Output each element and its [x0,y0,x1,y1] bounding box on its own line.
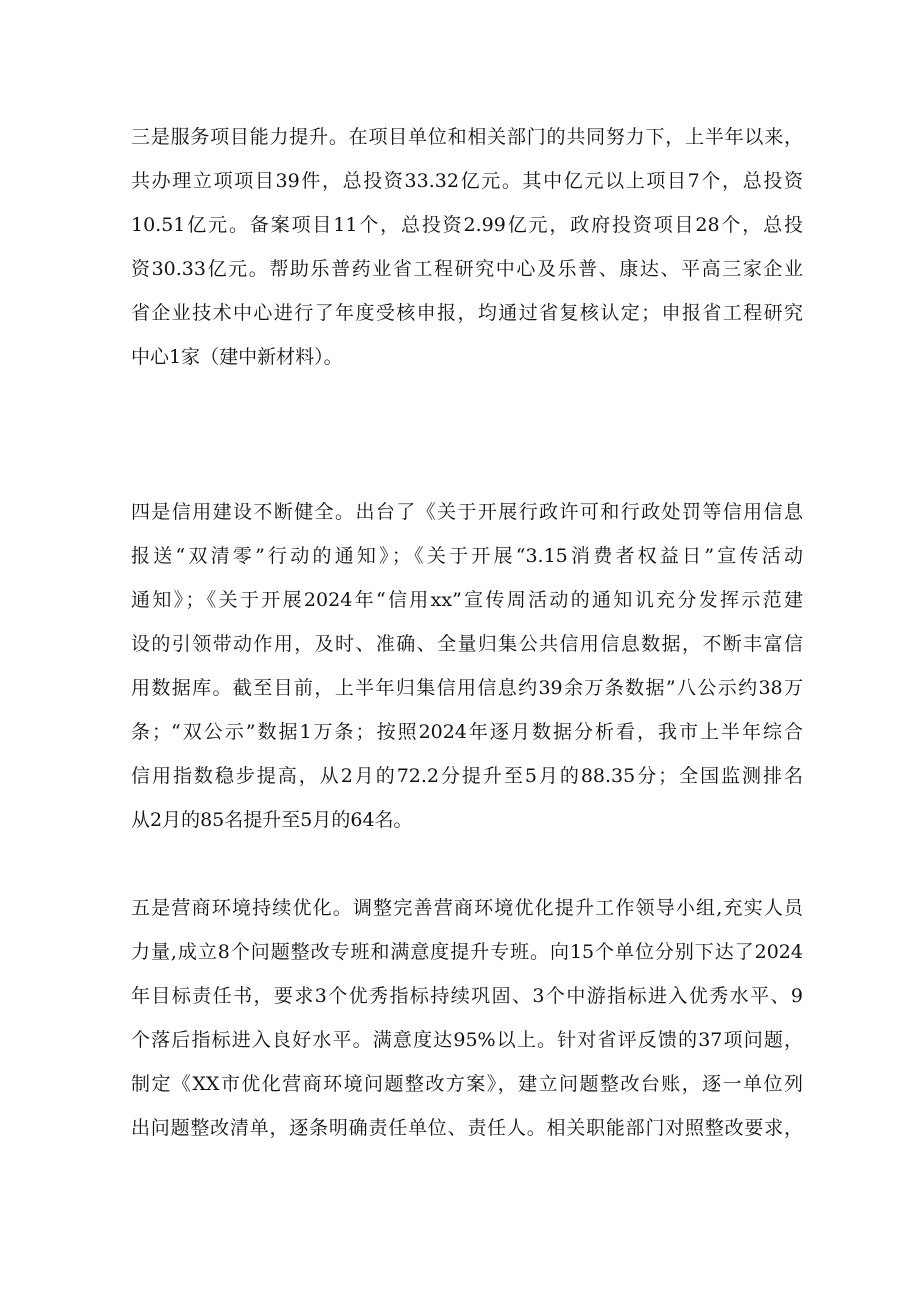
paragraph-line: 省企业技术中心进行了年度受核申报，均通过省复核认定；申报省工程研究 [131,302,803,324]
paragraph-line: 10.51亿元。备案项目11个，总投资2.99亿元，政府投资项目28个，总投 [131,214,803,236]
paragraph-line: 中心1家（建中新材料）。 [131,346,343,368]
paragraph-line: 通知》；《关于开展2024年“信用xx”宣传周活动的通知讥充分发挥示范建 [131,589,803,611]
paragraph-line: 用数据库。截至目前，上半年归集信用信息约39余万条数据”八公示约38万 [131,677,803,699]
paragraph-line: 报送“双清零”行动的通知》；《关于开展“3.15消费者权益日”宣传活动 [131,545,803,567]
paragraph-line: 资30.33亿元。帮助乐普药业省工程研究中心及乐普、康达、平高三家企业 [131,258,803,280]
paragraph-line: 出问题整改清单，逐条明确责任单位、责任人。相关职能部门对照整改要求， [131,1117,803,1139]
paragraph-line: 三是服务项目能力提升。在项目单位和相关部门的共同努力下，上半年以来， [131,126,803,148]
paragraph-line: 设的引领带动作用，及时、准确、全量归集公共信用信息数据，不断丰富信 [131,633,803,655]
paragraph-business-environment [131,886,803,1150]
paragraph-line: 从2月的85名提升至5月的64名。 [131,809,413,831]
paragraph-credit-construction [131,490,803,842]
paragraph-line: 制定《XX市优化营商环境问题整改方案》，建立问题整改台账，逐一单位列 [131,1073,803,1095]
paragraph-project-services [131,115,803,379]
paragraph-line: 五是营商环境持续优化。调整完善营商环境优化提升工作领导小组,充实人员 [131,897,803,919]
paragraph-line: 四是信用建设不断健全。出台了《关于开展行政许可和行政处罚等信用信息 [131,501,803,523]
paragraph-line: 共办理立项项目39件，总投资33.32亿元。其中亿元以上项目7个，总投资 [131,170,803,192]
paragraph-line: 力量,成立8个问题整改专班和满意度提升专班。向15个单位分别下达了2024 [131,941,803,963]
paragraph-line: 年目标责任书，要求3个优秀指标持续巩固、3个中游指标进入优秀水平、9 [131,985,803,1007]
paragraph-line: 信用指数稳步提高，从2月的72.2分提升至5月的88.35分；全国监测排名 [131,765,803,787]
paragraph-line: 条；“双公示”数据1万条；按照2024年逐月数据分析看，我市上半年综合 [131,721,803,743]
paragraph-line: 个落后指标进入良好水平。满意度达95%以上。针对省评反馈的37项问题， [131,1029,803,1051]
